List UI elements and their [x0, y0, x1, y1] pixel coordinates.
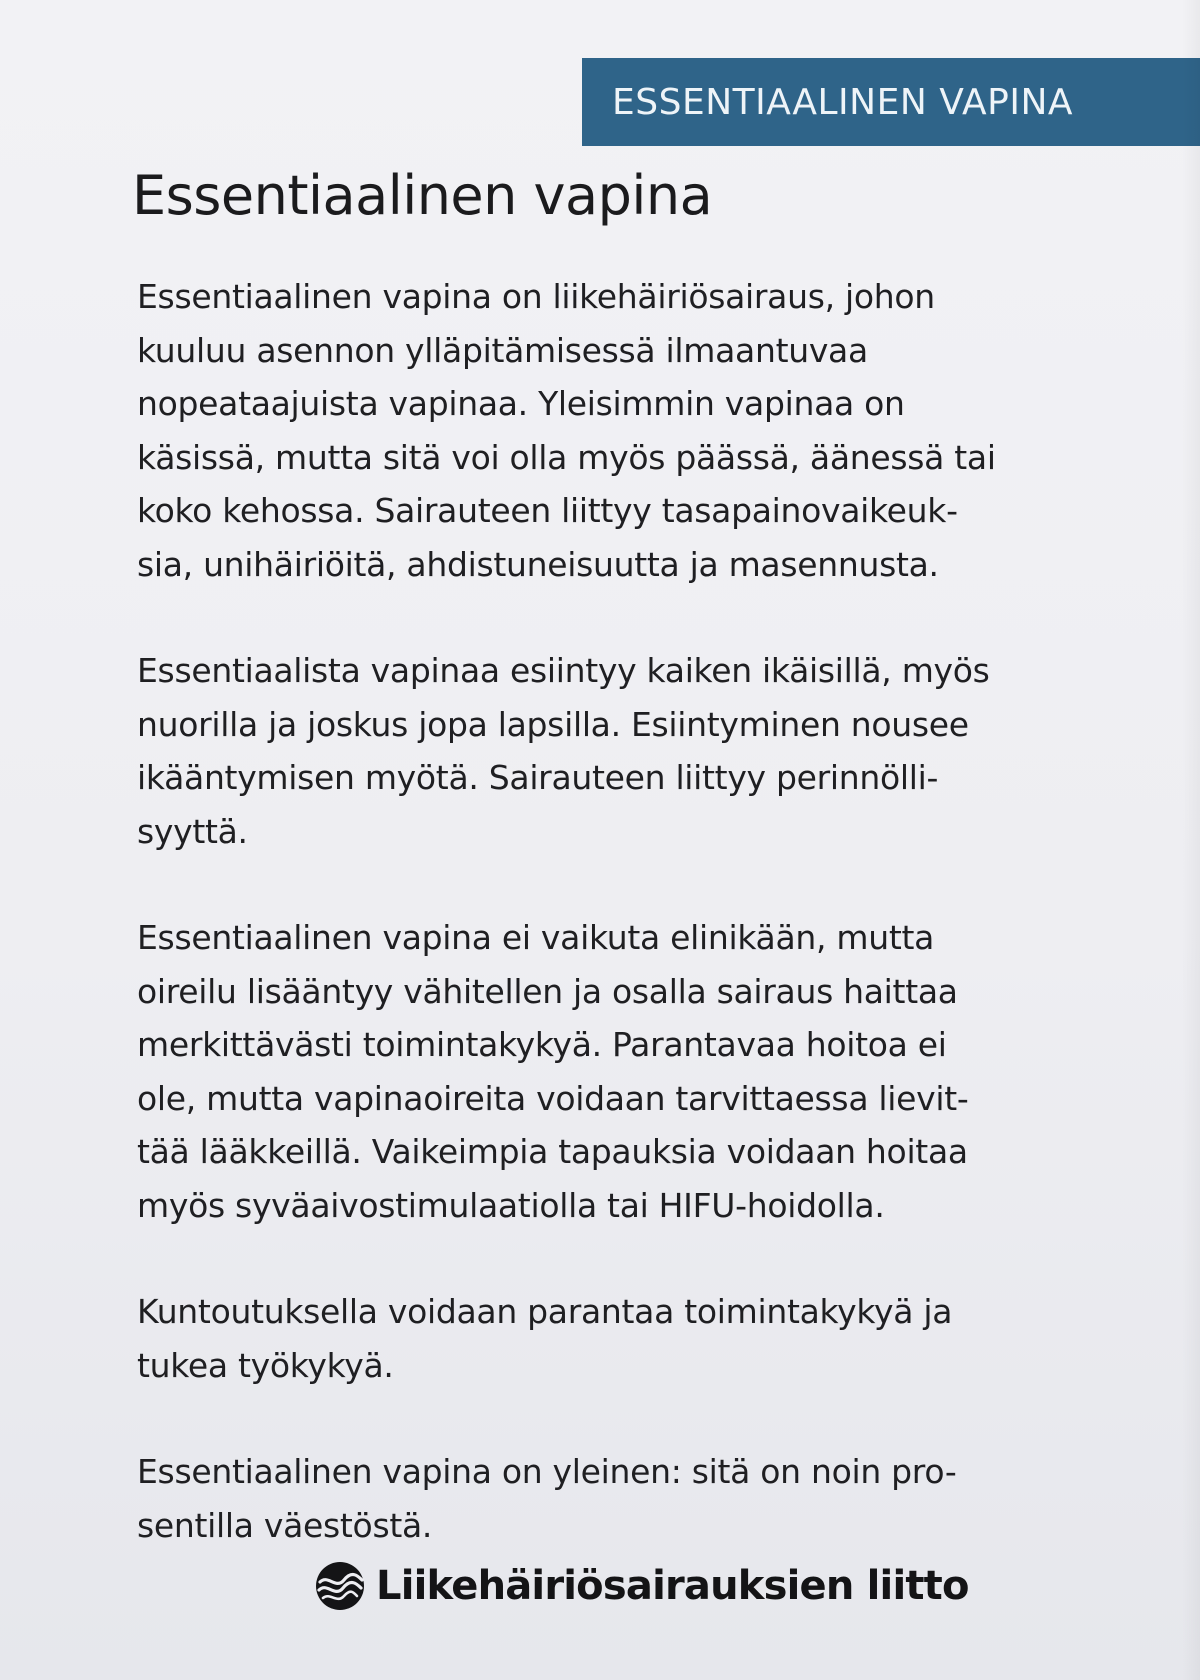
- paragraph-commonness: Essentiaalinen vapina on yleinen: sitä on noin pro- sentilla väestöstä.: [137, 1452, 957, 1545]
- paragraph-prevalence-age: Essentiaalista vapinaa esiintyy kaiken ikäisillä, myös nuorilla ja joskus jopa lapsilla. Esiintyminen nousee ikääntymisen myötä. Sairauteen liittyy perinnölli- syyttä.: [137, 651, 990, 851]
- paragraph-prognosis-treatment: Essentiaalinen vapina ei vaikuta elinikään, mutta oireilu lisääntyy vähitellen ja osalla sairaus haittaa merkittävästi toimintakykyä. Parantavaa hoitoa ei ole, mutta vapinaoireita voidaan tarvittaessa lievit- tää lääkkeillä. Vaikeimpia tapauksia voidaan hoitaa myös syväaivostimulaatiolla tai HIFU-hoidolla.: [137, 918, 969, 1225]
- paragraph-definition: Essentiaalinen vapina on liikehäiriösairaus, johon kuuluu asennon ylläpitämisessä ilmaantuvaa nopeataajuista vapinaa. Yleisimmin vapinaa on käsissä, mutta sitä voi olla myös päässä, äänessä tai koko kehossa. Sairauteen liittyy tasapainovaikeuk- sia, unihäiriöitä, ahdistuneisuutta ja masennusta.: [137, 277, 996, 584]
- organization-footer: [314, 1560, 969, 1612]
- topic-banner-label: ESSENTIAALINEN VAPINA: [612, 81, 1074, 123]
- page-title: Essentiaalinen vapina: [132, 164, 713, 227]
- topic-banner: [582, 58, 1200, 146]
- paragraph-rehabilitation: Kuntoutuksella voidaan parantaa toimintakykyä ja tukea työkykyä.: [137, 1292, 953, 1385]
- wave-ball-logo-icon: [314, 1560, 366, 1612]
- organization-name: Liikehäiriösairauksien liitto: [376, 1563, 969, 1609]
- body-text: [137, 270, 1097, 1552]
